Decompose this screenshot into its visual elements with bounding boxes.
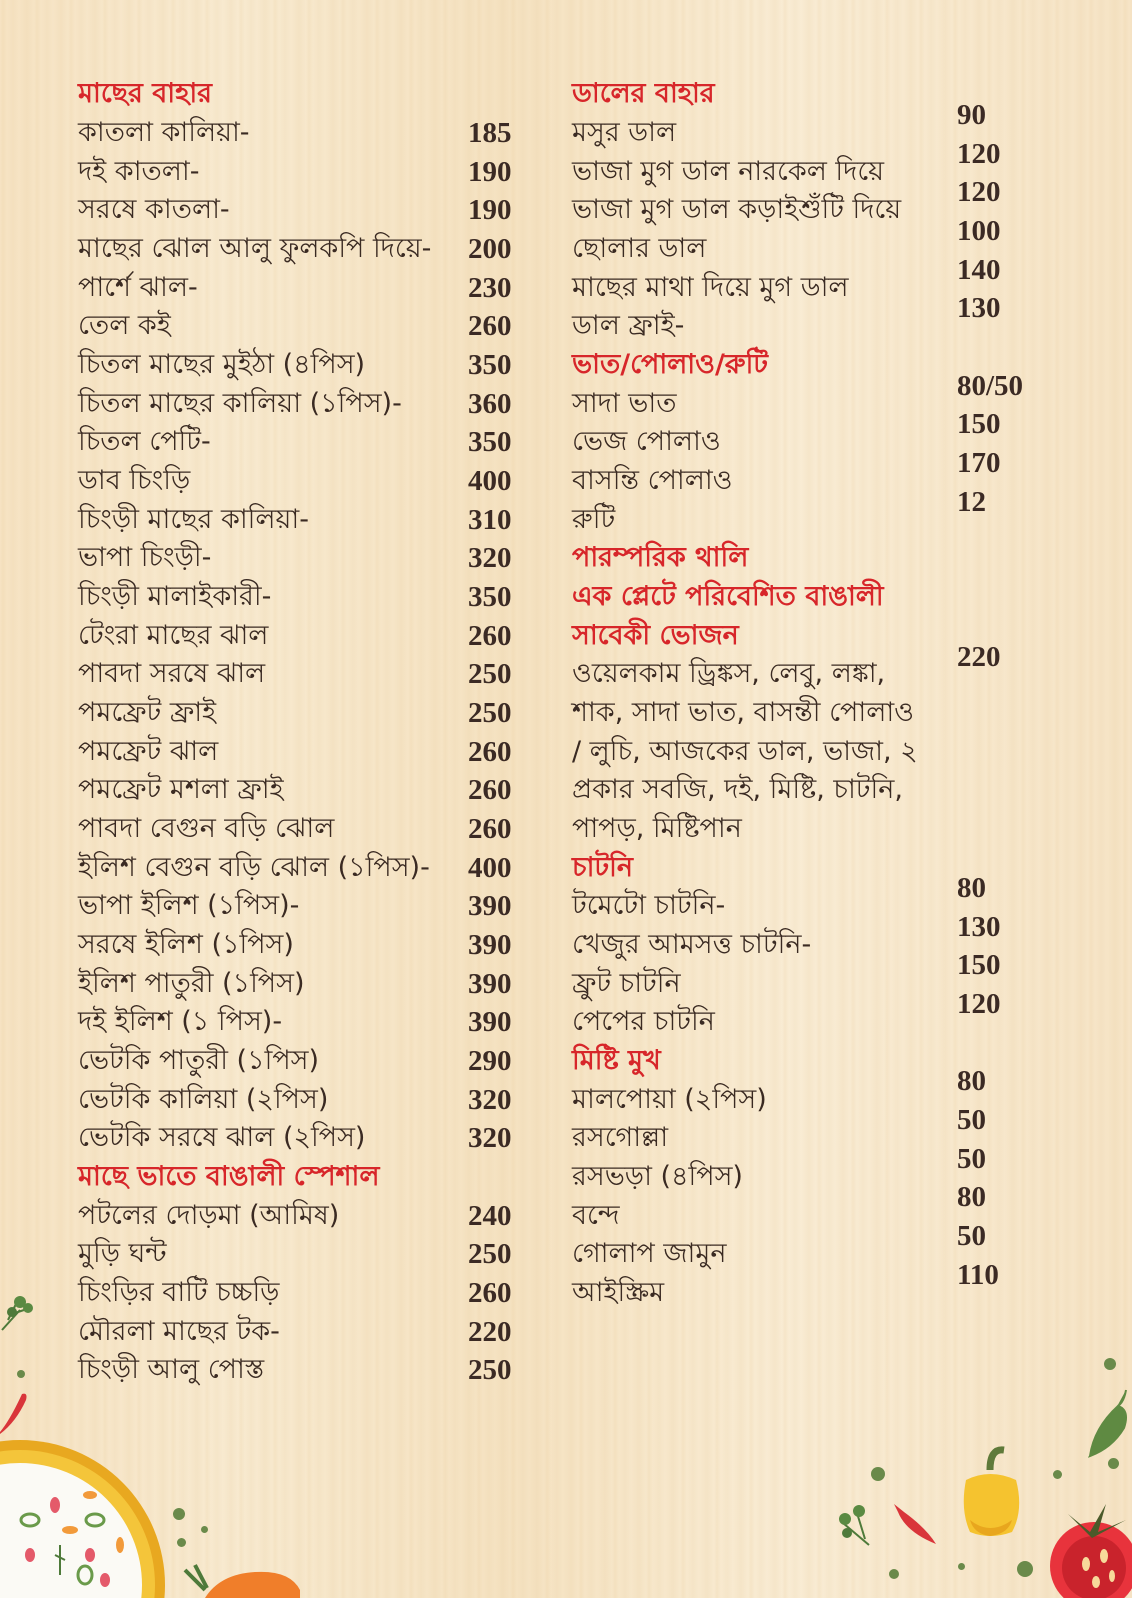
item-price: 80 [957, 872, 986, 904]
item-price: 290 [468, 1045, 512, 1077]
green-chili-icon [1088, 1388, 1132, 1458]
carrot-icon [175, 1560, 300, 1598]
item-price: 250 [468, 1238, 512, 1270]
item-price: 260 [468, 736, 512, 768]
green-pea-icon [177, 1538, 186, 1547]
item-name: সরষে ইলিশ (১পিস) [78, 929, 294, 960]
item-price: 250 [468, 1354, 512, 1386]
item-price: 260 [468, 620, 512, 652]
item-name: মালপোয়া (২পিস) [572, 1084, 767, 1115]
item-name: সাদা ভাত [572, 388, 677, 419]
item-name: ইলিশ বেগুন বড়ি ঝোল (১পিস)- [78, 852, 430, 883]
item-name: ইলিশ পাতুরী (১পিস) [78, 968, 305, 999]
thali-subheading: এক প্লেটে পরিবেশিত বাঙালী [572, 581, 884, 612]
item-name: পটলের দোড়মা (আমিষ) [78, 1200, 340, 1231]
item-name: চিতল পেটি- [78, 426, 211, 457]
item-name: পাবদা সরষে ঝাল [78, 658, 266, 689]
item-name: পমফ্রেট মশলা ফ্রাই [78, 774, 284, 805]
item-price: 260 [468, 310, 512, 342]
item-name: টমেটো চাটনি- [572, 890, 726, 921]
item-price: 230 [468, 272, 512, 304]
item-price: 390 [468, 968, 512, 1000]
item-price: 200 [468, 233, 512, 265]
item-price: 130 [957, 292, 1001, 324]
green-pea-icon [871, 1467, 885, 1481]
thali-price: 220 [957, 641, 1001, 673]
item-name: কাতলা কালিয়া- [78, 117, 250, 148]
item-name: তেল কই [78, 310, 171, 341]
green-pea-icon [17, 1370, 25, 1378]
item-price: 150 [957, 949, 1001, 981]
item-name: ভাজা মুগ ডাল কড়াইশুঁটি দিয়ে [572, 194, 902, 225]
item-price: 250 [468, 658, 512, 690]
section-heading-sweets: মিষ্টি মুখ [572, 1045, 661, 1076]
thali-description: শাক, সাদা ভাত, বাসন্তী পোলাও [572, 697, 915, 728]
item-name: ছোলার ডাল [572, 233, 707, 264]
section-heading-fish: মাছের বাহার [78, 78, 213, 109]
item-name: টেংরা মাছের ঝাল [78, 620, 269, 651]
rice-bowl-icon [0, 1435, 165, 1598]
item-price: 140 [957, 254, 1001, 286]
section-heading-thali: পারম্পরিক থালি [572, 542, 749, 573]
item-price: 250 [468, 697, 512, 729]
item-price: 120 [957, 988, 1001, 1020]
item-price: 90 [957, 99, 986, 131]
item-name: মাছের মাথা দিয়ে মুগ ডাল [572, 272, 849, 303]
item-price: 390 [468, 890, 512, 922]
item-price: 260 [468, 813, 512, 845]
item-name: চিতল মাছের কালিয়া (১পিস)- [78, 388, 402, 419]
item-name: দই কাতলা- [78, 156, 200, 187]
parsley-icon [0, 1290, 40, 1340]
item-name: মুড়ি ঘন্ট [78, 1238, 167, 1269]
item-name: পেপের চাটনি [572, 1006, 715, 1037]
item-name: পার্শে ঝাল- [78, 272, 198, 303]
item-name: রসভড়া (৪পিস) [572, 1161, 743, 1192]
item-price: 120 [957, 138, 1001, 170]
item-name: ভেটকি সরষে ঝাল (২পিস) [78, 1122, 366, 1153]
item-name: খেজুর আমসত্ত চাটনি- [572, 929, 812, 960]
item-price: 120 [957, 176, 1001, 208]
section-heading-chutney: চাটনি [572, 852, 633, 883]
item-price: 80 [957, 1065, 986, 1097]
item-name: সরষে কাতলা- [78, 194, 230, 225]
item-name: মসুর ডাল [572, 117, 677, 148]
item-name: ডাব চিংড়ি [78, 465, 191, 496]
item-name: রুটি [572, 504, 616, 535]
thali-description: পাপড়, মিষ্টিপান [572, 813, 742, 844]
item-price: 190 [468, 156, 512, 188]
item-price: 310 [468, 504, 512, 536]
item-price: 50 [957, 1104, 986, 1136]
item-name: পাবদা বেগুন বড়ি ঝোল [78, 813, 335, 844]
item-price: 260 [468, 1277, 512, 1309]
item-name: চিংড়ী আলু পোস্ত [78, 1354, 265, 1385]
item-price: 360 [468, 388, 512, 420]
item-name: ভাপা ইলিশ (১পিস)- [78, 890, 300, 921]
item-name: ভেজ পোলাও [572, 426, 721, 457]
thali-description: / লুচি, আজকের ডাল, ভাজা, ২ [572, 736, 918, 767]
item-price: 350 [468, 349, 512, 381]
item-price: 80 [957, 1181, 986, 1213]
item-price: 400 [468, 852, 512, 884]
item-price: 190 [468, 194, 512, 226]
green-pea-icon [958, 1563, 965, 1570]
green-pea-icon [889, 1569, 899, 1579]
item-name: চিংড়ির বাটি চচ্চড়ি [78, 1277, 280, 1308]
item-name: ভেটকি কালিয়া (২পিস) [78, 1084, 329, 1115]
item-name: পমফ্রেট ঝাল [78, 736, 219, 767]
item-name: আইস্ক্রিম [572, 1277, 665, 1308]
item-name: ফ্রুট চাটনি [572, 968, 681, 999]
item-price: 320 [468, 542, 512, 574]
item-price: 150 [957, 408, 1001, 440]
green-pea-icon [1108, 1458, 1119, 1469]
item-name: ভেটকি পাতুরী (১পিস) [78, 1045, 320, 1076]
item-price: 100 [957, 215, 1001, 247]
item-name: বাসন্তি পোলাও [572, 465, 733, 496]
item-price: 350 [468, 426, 512, 458]
item-price: 50 [957, 1220, 986, 1252]
green-pea-icon [201, 1526, 208, 1533]
item-price: 240 [468, 1200, 512, 1232]
item-name: মাছের ঝোল আলু ফুলকপি দিয়ে- [78, 233, 432, 264]
item-name: চিংড়ী মালাইকারী- [78, 581, 272, 612]
item-price: 50 [957, 1143, 986, 1175]
item-price: 110 [957, 1259, 999, 1291]
green-pea-icon [1017, 1561, 1033, 1577]
item-price: 170 [957, 447, 1001, 479]
red-chili-icon [0, 1390, 30, 1435]
item-price: 390 [468, 929, 512, 961]
tomato-icon [1046, 1494, 1132, 1598]
item-name: গোলাপ জামুন [572, 1238, 727, 1269]
thali-subheading: সাবেকী ভোজন [572, 620, 739, 651]
item-name: ডাল ফ্রাই- [572, 310, 685, 341]
section-heading-bengali-special: মাছে ভাতে বাঙালী স্পেশাল [78, 1161, 380, 1192]
item-price: 220 [468, 1316, 512, 1348]
section-heading-rice: ভাত/পোলাও/রুটি [572, 349, 769, 380]
item-name: পমফ্রেট ফ্রাই [78, 697, 217, 728]
parsley-icon [835, 1503, 875, 1548]
item-price: 130 [957, 911, 1001, 943]
red-chili-icon [890, 1502, 940, 1546]
green-pea-icon [173, 1508, 185, 1520]
thali-description: ওয়েলকাম ড্রিঙ্কস, লেবু, লঙ্কা, [572, 658, 886, 689]
item-price: 320 [468, 1122, 512, 1154]
item-name: মৌরলা মাছের টক- [78, 1316, 280, 1347]
item-name: বন্দে [572, 1200, 620, 1231]
yellow-bell-pepper-icon [960, 1440, 1022, 1540]
item-name: ভাপা চিংড়ী- [78, 542, 212, 573]
item-name: ভাজা মুগ ডাল নারকেল দিয়ে [572, 156, 885, 187]
section-heading-dal: ডালের বাহার [572, 78, 715, 109]
item-price: 400 [468, 465, 512, 497]
item-name: চিংড়ী মাছের কালিয়া- [78, 504, 310, 535]
item-price: 12 [957, 486, 986, 518]
thali-description: প্রকার সবজি, দই, মিষ্টি, চাটনি, [572, 774, 903, 805]
item-price: 260 [468, 774, 512, 806]
green-pea-icon [1053, 1470, 1062, 1479]
item-price: 390 [468, 1006, 512, 1038]
item-name: চিতল মাছের মুইঠা (৪পিস) [78, 349, 366, 380]
item-price: 320 [468, 1084, 512, 1116]
green-pea-icon [1104, 1358, 1116, 1370]
item-name: রসগোল্লা [572, 1122, 669, 1153]
item-price: 350 [468, 581, 512, 613]
item-price: 80/50 [957, 370, 1024, 402]
item-price: 185 [468, 117, 512, 149]
item-name: দই ইলিশ (১ পিস)- [78, 1006, 283, 1037]
